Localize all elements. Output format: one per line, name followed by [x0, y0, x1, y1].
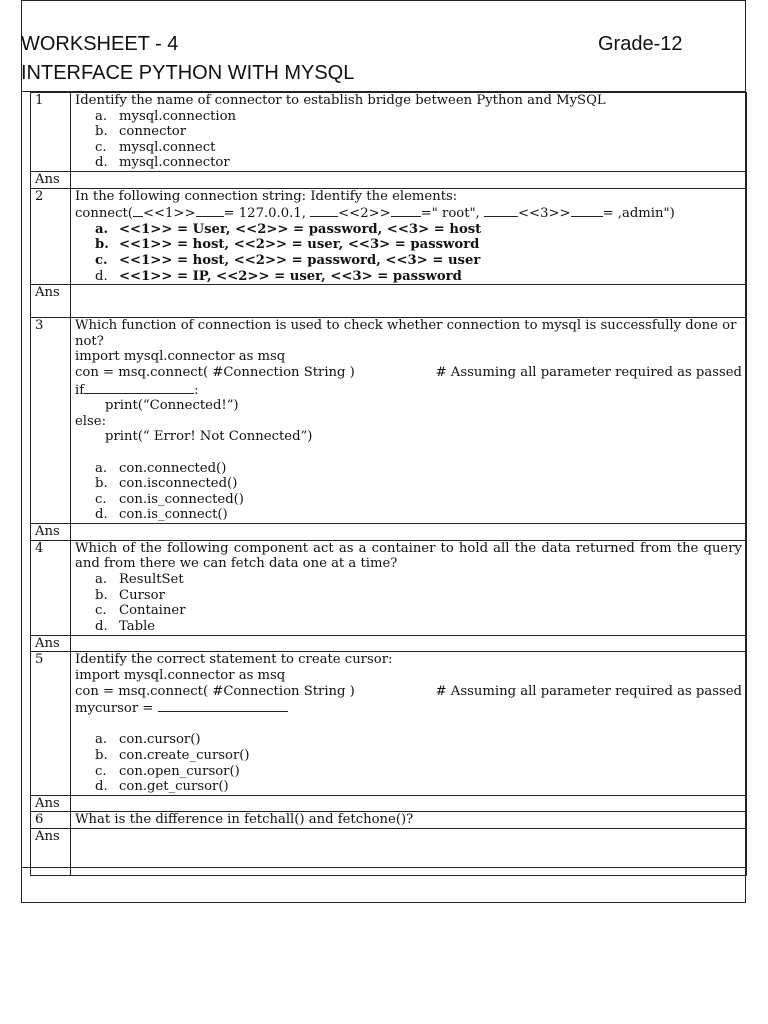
- question-text: In the following connection string: Identify the elements:: [75, 188, 458, 204]
- answer-field[interactable]: [71, 828, 747, 875]
- option-d: d. Table: [95, 618, 156, 634]
- option-a: a. mysql.connection: [95, 108, 237, 124]
- question-row-4: [31, 540, 747, 635]
- question-body: [71, 188, 747, 285]
- answer-field[interactable]: [71, 635, 747, 652]
- option-a: a. con.connected(): [95, 460, 227, 476]
- option-c: c. mysql.connect: [95, 139, 216, 155]
- code-line-else: else:: [75, 413, 107, 429]
- answer-field[interactable]: [71, 795, 747, 812]
- question-text: Identify the correct statement to create cursor:: [75, 652, 393, 668]
- question-row-5: [31, 652, 747, 795]
- question-number: 3: [31, 318, 71, 524]
- answer-field[interactable]: [71, 285, 747, 318]
- question-text: Which function of connection is used to check whether connection to mysql is successfully done or not?: [75, 318, 737, 349]
- answer-label: Ans: [31, 285, 71, 318]
- worksheet-title: WORKSHEET - 4: [21, 33, 179, 55]
- code-line-connect: con = msq.connect( #Connection String ) # Assuming all parameter required as passed: [75, 364, 742, 380]
- option-a: a. con.cursor(): [95, 732, 201, 748]
- question-row-3: [31, 318, 747, 524]
- code-line-import: import mysql.connector as msq: [75, 349, 286, 365]
- option-b: b. Cursor: [95, 587, 165, 603]
- answer-label: Ans: [31, 524, 71, 541]
- code-line-print-error: print(“ Error! Not Connected”): [105, 429, 313, 445]
- option-a: a. ResultSet: [95, 571, 184, 587]
- answer-row-4: [31, 635, 747, 652]
- question-body: [71, 540, 747, 635]
- question-body: [71, 652, 747, 795]
- worksheet-subtitle: INTERFACE PYTHON WITH MYSQL: [21, 62, 355, 84]
- answer-row-5: [31, 795, 747, 812]
- option-d: d. con.get_cursor(): [95, 779, 229, 795]
- option-c: c. con.open_cursor(): [95, 763, 240, 779]
- option-a: a. <<1>> = User, <<2>> = password, <<3> = host: [95, 221, 482, 237]
- question-text: Which of the following component act as a container to hold all the data returned from the query and from there we can fetch data one at a time?: [75, 540, 742, 572]
- question-number: 5: [31, 652, 71, 795]
- option-b: b. con.isconnected(): [95, 476, 238, 492]
- question-number: 6: [31, 812, 71, 829]
- option-c: c. <<1>> = host, <<2>> = password, <<3> = user: [95, 252, 481, 268]
- answer-field[interactable]: [71, 172, 747, 189]
- answer-row-2: [31, 285, 747, 318]
- option-b: b. connector: [95, 124, 187, 140]
- question-body: [71, 318, 747, 524]
- code-line-connect: con = msq.connect( #Connection String ) # Assuming all parameter required as passed: [75, 683, 742, 699]
- question-number: 1: [31, 93, 71, 172]
- answer-row-1: [31, 172, 747, 189]
- answer-label: Ans: [31, 172, 71, 189]
- code-line-cursor: mycursor =: [75, 699, 742, 717]
- answer-label: Ans: [31, 635, 71, 652]
- question-row-1: [31, 93, 747, 172]
- question-row-2: [31, 188, 747, 285]
- question-number: 2: [31, 188, 71, 285]
- answer-row-3: [31, 524, 747, 541]
- answer-row-6: [31, 828, 747, 875]
- answer-label: Ans: [31, 828, 71, 875]
- footer-divider: [21, 867, 746, 868]
- answer-label: Ans: [31, 795, 71, 812]
- option-d: d. con.is_connect(): [95, 507, 228, 523]
- question-text: What is the difference in fetchall() and fetchone()?: [71, 812, 747, 829]
- question-row-6: [31, 812, 747, 829]
- answer-field[interactable]: [71, 524, 747, 541]
- option-c: c. con.is_connected(): [95, 491, 244, 507]
- question-number: 4: [31, 540, 71, 635]
- code-line-if: if :: [75, 382, 199, 398]
- question-body: [71, 93, 747, 172]
- grade-label: Grade-12: [598, 33, 683, 55]
- option-c: c. Container: [95, 603, 186, 619]
- connection-string: connect( <<1>> = 127.0.0.1, <<2>> =" root", <<3>> = ,admin"): [75, 206, 675, 222]
- question-text: Identify the name of connector to establish bridge between Python and MySQL: [75, 93, 606, 108]
- option-b: b. <<1>> = host, <<2>> = user, <<3> = password: [95, 237, 480, 253]
- option-b: b. con.create_cursor(): [95, 747, 250, 763]
- code-line-print-connected: print(“Connected!”): [105, 398, 239, 414]
- option-d: d. mysql.connector: [95, 155, 230, 171]
- option-d: d. <<1>> = IP, <<2>> = user, <<3> = password: [95, 268, 462, 284]
- question-table: [30, 92, 747, 876]
- code-line-import: import mysql.connector as msq: [75, 667, 286, 683]
